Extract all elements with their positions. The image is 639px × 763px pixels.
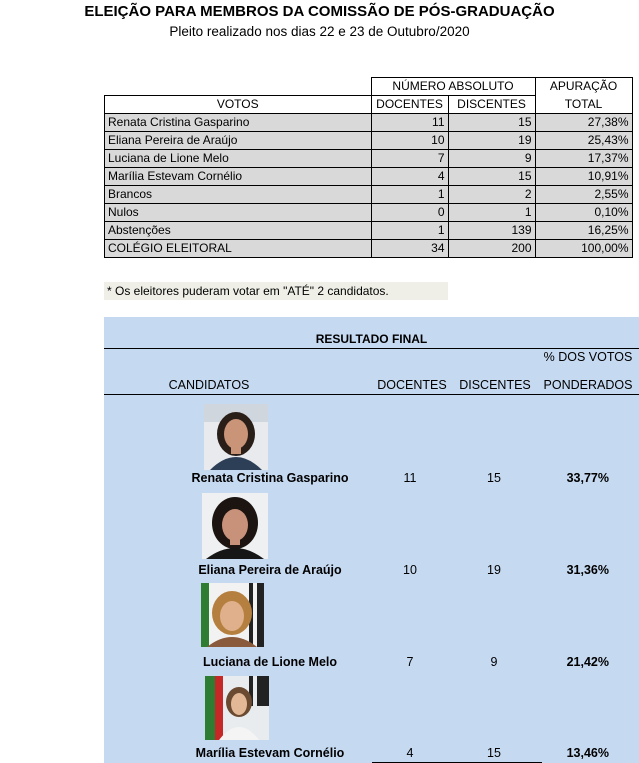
page-title: ELEIÇÃO PARA MEMBROS DA COMISSÃO DE PÓS-GRADUAÇÃO: [84, 3, 555, 20]
row-docentes: 10: [371, 132, 448, 150]
header-docentes-final: DOCENTES: [377, 378, 447, 392]
candidate-name: Eliana Pereira de Araújo: [198, 563, 342, 577]
row-docentes: 4: [371, 168, 448, 186]
header-pct-line1: % DOS VOTOS: [543, 350, 633, 364]
row-total: 16,25%: [535, 222, 632, 240]
row-label: Abstenções: [105, 222, 372, 240]
candidate-pct: 13,46%: [566, 746, 609, 760]
footer-label: COLÉGIO ELEITORAL: [105, 240, 372, 258]
row-label: Brancos: [105, 186, 372, 204]
row-discentes: 2: [448, 186, 535, 204]
table-row: [105, 132, 633, 150]
footnote: * Os eleitores puderam votar em "ATÉ" 2 candidatos.: [104, 282, 448, 300]
row-label: Renata Cristina Gasparino: [105, 114, 372, 132]
table-row: [105, 222, 633, 240]
row-discentes: 15: [448, 168, 535, 186]
row-discentes: 1: [448, 204, 535, 222]
candidate-photo: [201, 583, 264, 647]
candidate-photo: [204, 404, 268, 470]
row-label: Nulos: [105, 204, 372, 222]
candidate-name: Marília Estevam Cornélio: [195, 746, 345, 760]
header-total: TOTAL: [535, 96, 632, 114]
row-discentes: 19: [448, 132, 535, 150]
row-total: 2,55%: [535, 186, 632, 204]
table-row: [105, 114, 633, 132]
row-docentes: 1: [371, 186, 448, 204]
candidate-name: Renata Cristina Gasparino: [191, 471, 349, 485]
candidate-photo: [202, 493, 268, 559]
footer-discentes: 200: [448, 240, 535, 258]
candidate-docentes: 7: [406, 655, 414, 669]
row-total: 0,10%: [535, 204, 632, 222]
candidate-docentes: 11: [403, 471, 417, 485]
row-total: 10,91%: [535, 168, 632, 186]
footer-total: 100,00%: [535, 240, 632, 258]
candidate-pct: 21,42%: [566, 655, 609, 669]
candidate-photo: [205, 676, 269, 740]
candidate-name: Luciana de Lione Melo: [202, 655, 338, 669]
row-total: 17,37%: [535, 150, 632, 168]
candidate-discentes: 19: [487, 563, 501, 577]
candidate-discentes: 15: [487, 471, 501, 485]
header-discentes-final: DISCENTES: [459, 378, 531, 392]
header-numero-absoluto: NÚMERO ABSOLUTO: [371, 78, 535, 96]
divider: [104, 394, 639, 395]
footer-docentes: 34: [371, 240, 448, 258]
header-candidatos: CANDIDATOS: [168, 378, 250, 392]
table-row: [105, 168, 633, 186]
candidate-discentes: 15: [487, 746, 501, 760]
row-label: Luciana de Lione Melo: [105, 150, 372, 168]
row-docentes: 0: [371, 204, 448, 222]
table-row: [105, 150, 633, 168]
row-label: Eliana Pereira de Araújo: [105, 132, 372, 150]
row-label: Marília Estevam Cornélio: [105, 168, 372, 186]
header-pct-line2: PONDERADOS: [543, 378, 633, 392]
votes-table: [104, 77, 633, 258]
candidate-discentes: 9: [490, 655, 498, 669]
row-discentes: 15: [448, 114, 535, 132]
row-total: 25,43%: [535, 132, 632, 150]
candidate-docentes: 10: [403, 563, 417, 577]
header-apuracao: APURAÇÃO: [535, 78, 632, 96]
table-row: [105, 186, 633, 204]
candidate-docentes: 4: [406, 746, 414, 760]
table-row: [105, 204, 633, 222]
row-discentes: 9: [448, 150, 535, 168]
row-discentes: 139: [448, 222, 535, 240]
divider: [104, 348, 639, 349]
final-result-title: RESULTADO FINAL: [315, 332, 428, 346]
header-discentes: DISCENTES: [448, 96, 535, 114]
row-docentes: 11: [371, 114, 448, 132]
row-docentes: 7: [371, 150, 448, 168]
page-subtitle: Pleito realizado nos dias 22 e 23 de Outubro/2020: [169, 24, 470, 39]
candidate-pct: 33,77%: [566, 471, 609, 485]
row-total: 27,38%: [535, 114, 632, 132]
header-votos: VOTOS: [105, 96, 372, 114]
header-docentes: DOCENTES: [371, 96, 448, 114]
row-docentes: 1: [371, 222, 448, 240]
candidate-pct: 31,36%: [566, 563, 609, 577]
